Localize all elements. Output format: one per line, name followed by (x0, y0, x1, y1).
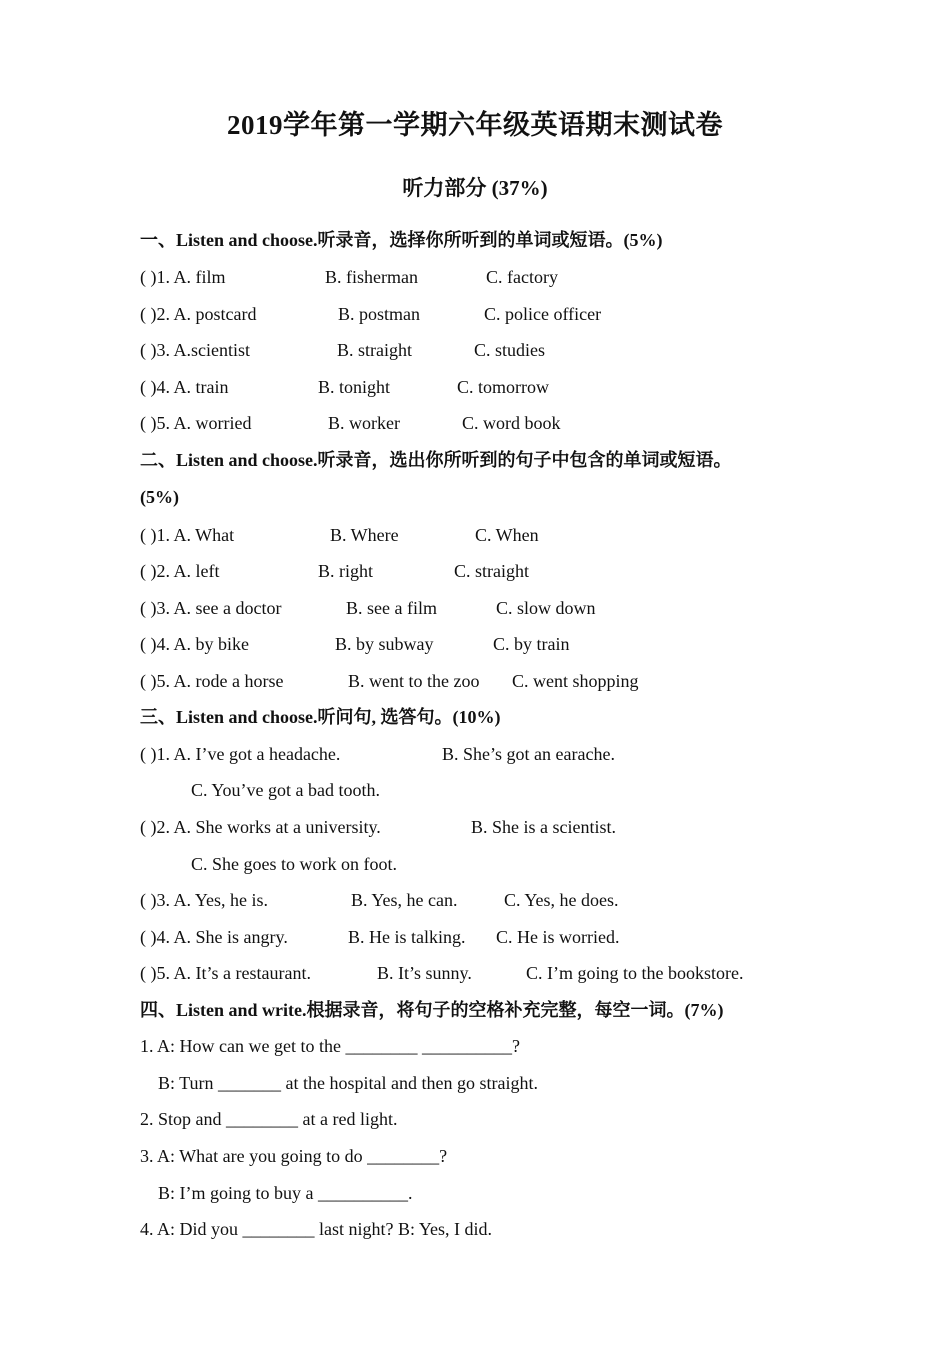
section4-line-4: 3. A: What are you going to do ________? (140, 1146, 448, 1166)
question-stem: ( )1. A. What (140, 525, 235, 545)
question-stem: ( )2. A. postcard (140, 304, 257, 324)
option-c: C. You’ve got a bad tooth. (191, 780, 380, 800)
option-b: B. worker (328, 413, 400, 433)
question-stem: ( )1. A. I’ve got a headache. (140, 744, 341, 764)
question-stem: ( )1. A. film (140, 267, 226, 287)
option-b: B. She’s got an earache. (442, 744, 615, 764)
option-c: C. slow down (496, 598, 596, 618)
option-c: C. She goes to work on foot. (191, 854, 397, 874)
section4-line-3: 2. Stop and ________ at a red light. (140, 1109, 398, 1129)
option-b: B. She is a scientist. (471, 817, 616, 837)
option-b: B. Where (330, 525, 399, 545)
option-b: B. tonight (318, 377, 391, 397)
option-c: C. word book (462, 413, 561, 433)
question-stem: ( )4. A. by bike (140, 634, 249, 654)
question-stem: ( )2. A. left (140, 561, 220, 581)
option-c: C. by train (493, 634, 570, 654)
option-c: C. factory (486, 267, 558, 287)
listening-section-title: 听力部分 (37%) (402, 176, 548, 200)
section4-line-1: 1. A: How can we get to the ________ __________? (140, 1036, 520, 1056)
option-c: C. When (475, 525, 539, 545)
option-c: C. straight (454, 561, 529, 581)
option-c: C. police officer (484, 304, 602, 324)
question-stem: ( )3. A.scientist (140, 340, 250, 360)
option-b: B. see a film (346, 598, 437, 618)
exam-title: 2019学年第一学期六年级英语期末测试卷 (227, 110, 723, 140)
option-c: C. went shopping (512, 671, 639, 691)
section4-line-6: 4. A: Did you ________ last night? B: Yes, I did. (140, 1219, 493, 1239)
option-b: B. He is talking. (348, 927, 466, 947)
option-b: B. It’s sunny. (377, 963, 472, 983)
option-b: B. Yes, he can. (351, 890, 458, 910)
option-b: B. by subway (335, 634, 434, 654)
question-stem: ( )5. A. worried (140, 413, 252, 433)
section4-line-2: B: Turn _______ at the hospital and then go straight. (158, 1073, 538, 1093)
question-stem: ( )5. A. It’s a restaurant. (140, 963, 311, 983)
section4-line-5: B: I’m going to buy a __________. (158, 1183, 413, 1203)
option-b: B. postman (338, 304, 421, 324)
section1-heading: 一、Listen and choose.听录音，选择你所听到的单词或短语。(5%) (140, 230, 663, 250)
option-c: C. studies (474, 340, 546, 360)
option-b: B. right (318, 561, 374, 581)
option-b: B. went to the zoo (348, 671, 480, 691)
question-stem: ( )4. A. train (140, 377, 229, 397)
question-stem: ( )3. A. see a doctor (140, 598, 282, 618)
section2-heading: 二、Listen and choose.听录音，选出你所听到的句子中包含的单词或短语。 (140, 450, 732, 470)
option-c: C. He is worried. (496, 927, 620, 947)
question-stem: ( )3. A. Yes, he is. (140, 890, 269, 910)
question-stem: ( )4. A. She is angry. (140, 927, 288, 947)
section2-heading-score: (5%) (140, 487, 179, 507)
option-c: C. Yes, he does. (504, 890, 619, 910)
option-c: C. I’m going to the bookstore. (526, 963, 744, 983)
section4-heading: 四、Listen and write.根据录音，将句子的空格补充完整，每空一词。(7%) (140, 1000, 724, 1020)
question-stem: ( )5. A. rode a horse (140, 671, 284, 691)
option-b: B. straight (337, 340, 412, 360)
section3-heading: 三、Listen and choose.听问句, 选答句。(10%) (140, 707, 501, 727)
option-b: B. fisherman (325, 267, 418, 287)
question-stem: ( )2. A. She works at a university. (140, 817, 381, 837)
option-c: C. tomorrow (457, 377, 549, 397)
